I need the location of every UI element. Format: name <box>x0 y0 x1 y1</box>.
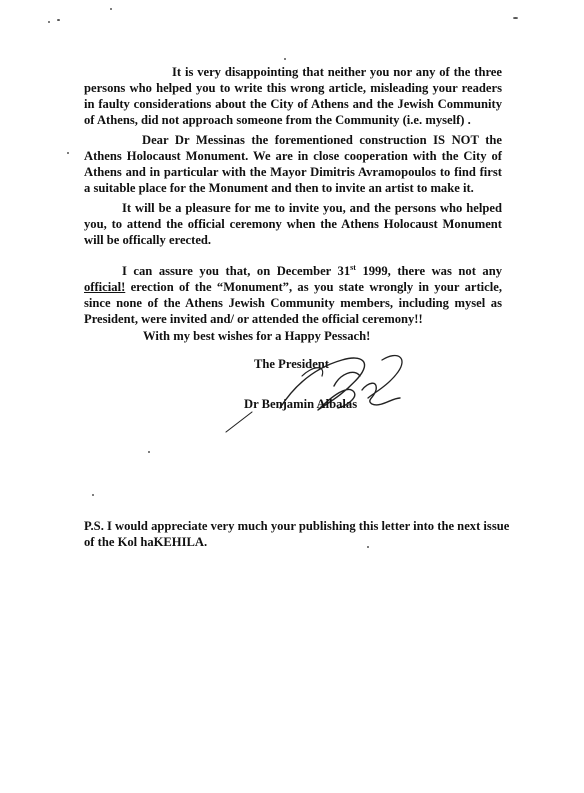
assurance-text-b: 1999, there was not any <box>355 264 503 279</box>
scan-speck <box>67 152 69 154</box>
paragraph-monument-clarification: Dear Dr Messinas the forementioned construction IS NOT the Athens Holocaust Monument. We are in close cooperation with the City of Athens and in particular with the Mayor Dimitris Avramopoulos to find first a suitable place for the Monument and then to invite an artist to make it. <box>84 133 502 195</box>
paragraph-assurance <box>84 260 502 327</box>
scan-speck <box>57 19 60 21</box>
assurance-text-a: I can assure you that, on December 31 <box>122 264 351 279</box>
signature-name: Dr Benjamin Albalas <box>244 397 358 411</box>
ordinal-suffix: st <box>350 263 356 272</box>
scan-speck <box>110 8 112 10</box>
assurance-text-c: erection of the “Monument”, as you state wrongly in your article, since none of the Athens Jewish Community members, including mysel as President, were invited and/ or attended the official ceremony!! <box>84 280 502 327</box>
signature-title: The President <box>254 357 329 371</box>
scan-speck <box>92 494 94 496</box>
scan-speck <box>513 17 518 19</box>
scan-speck <box>284 58 286 60</box>
postscript: P.S. I would appreciate very much your publishing this letter into the next issue of the Kol haKEHILA. <box>84 519 510 549</box>
closing-wishes: With my best wishes for a Happy Pessach! <box>143 329 371 343</box>
paragraph-disappointment: It is very disappointing that neither you nor any of the three persons who helped you to write this wrong article, misleading your readers in faulty considerations about the City of Athens and the Jewish Community of Athens, did not approach someone from the Community (i.e. myself) . <box>84 65 502 127</box>
paragraph-invitation: It will be a pleasure for me to invite you, and the persons who helped you, to attend the official ceremony when the Athens Holocaust Monument will be offically erected. <box>84 201 502 247</box>
scan-speck <box>48 21 50 23</box>
handwritten-signature <box>222 346 412 436</box>
scan-speck <box>148 451 150 453</box>
underlined-word: official! <box>84 280 126 295</box>
